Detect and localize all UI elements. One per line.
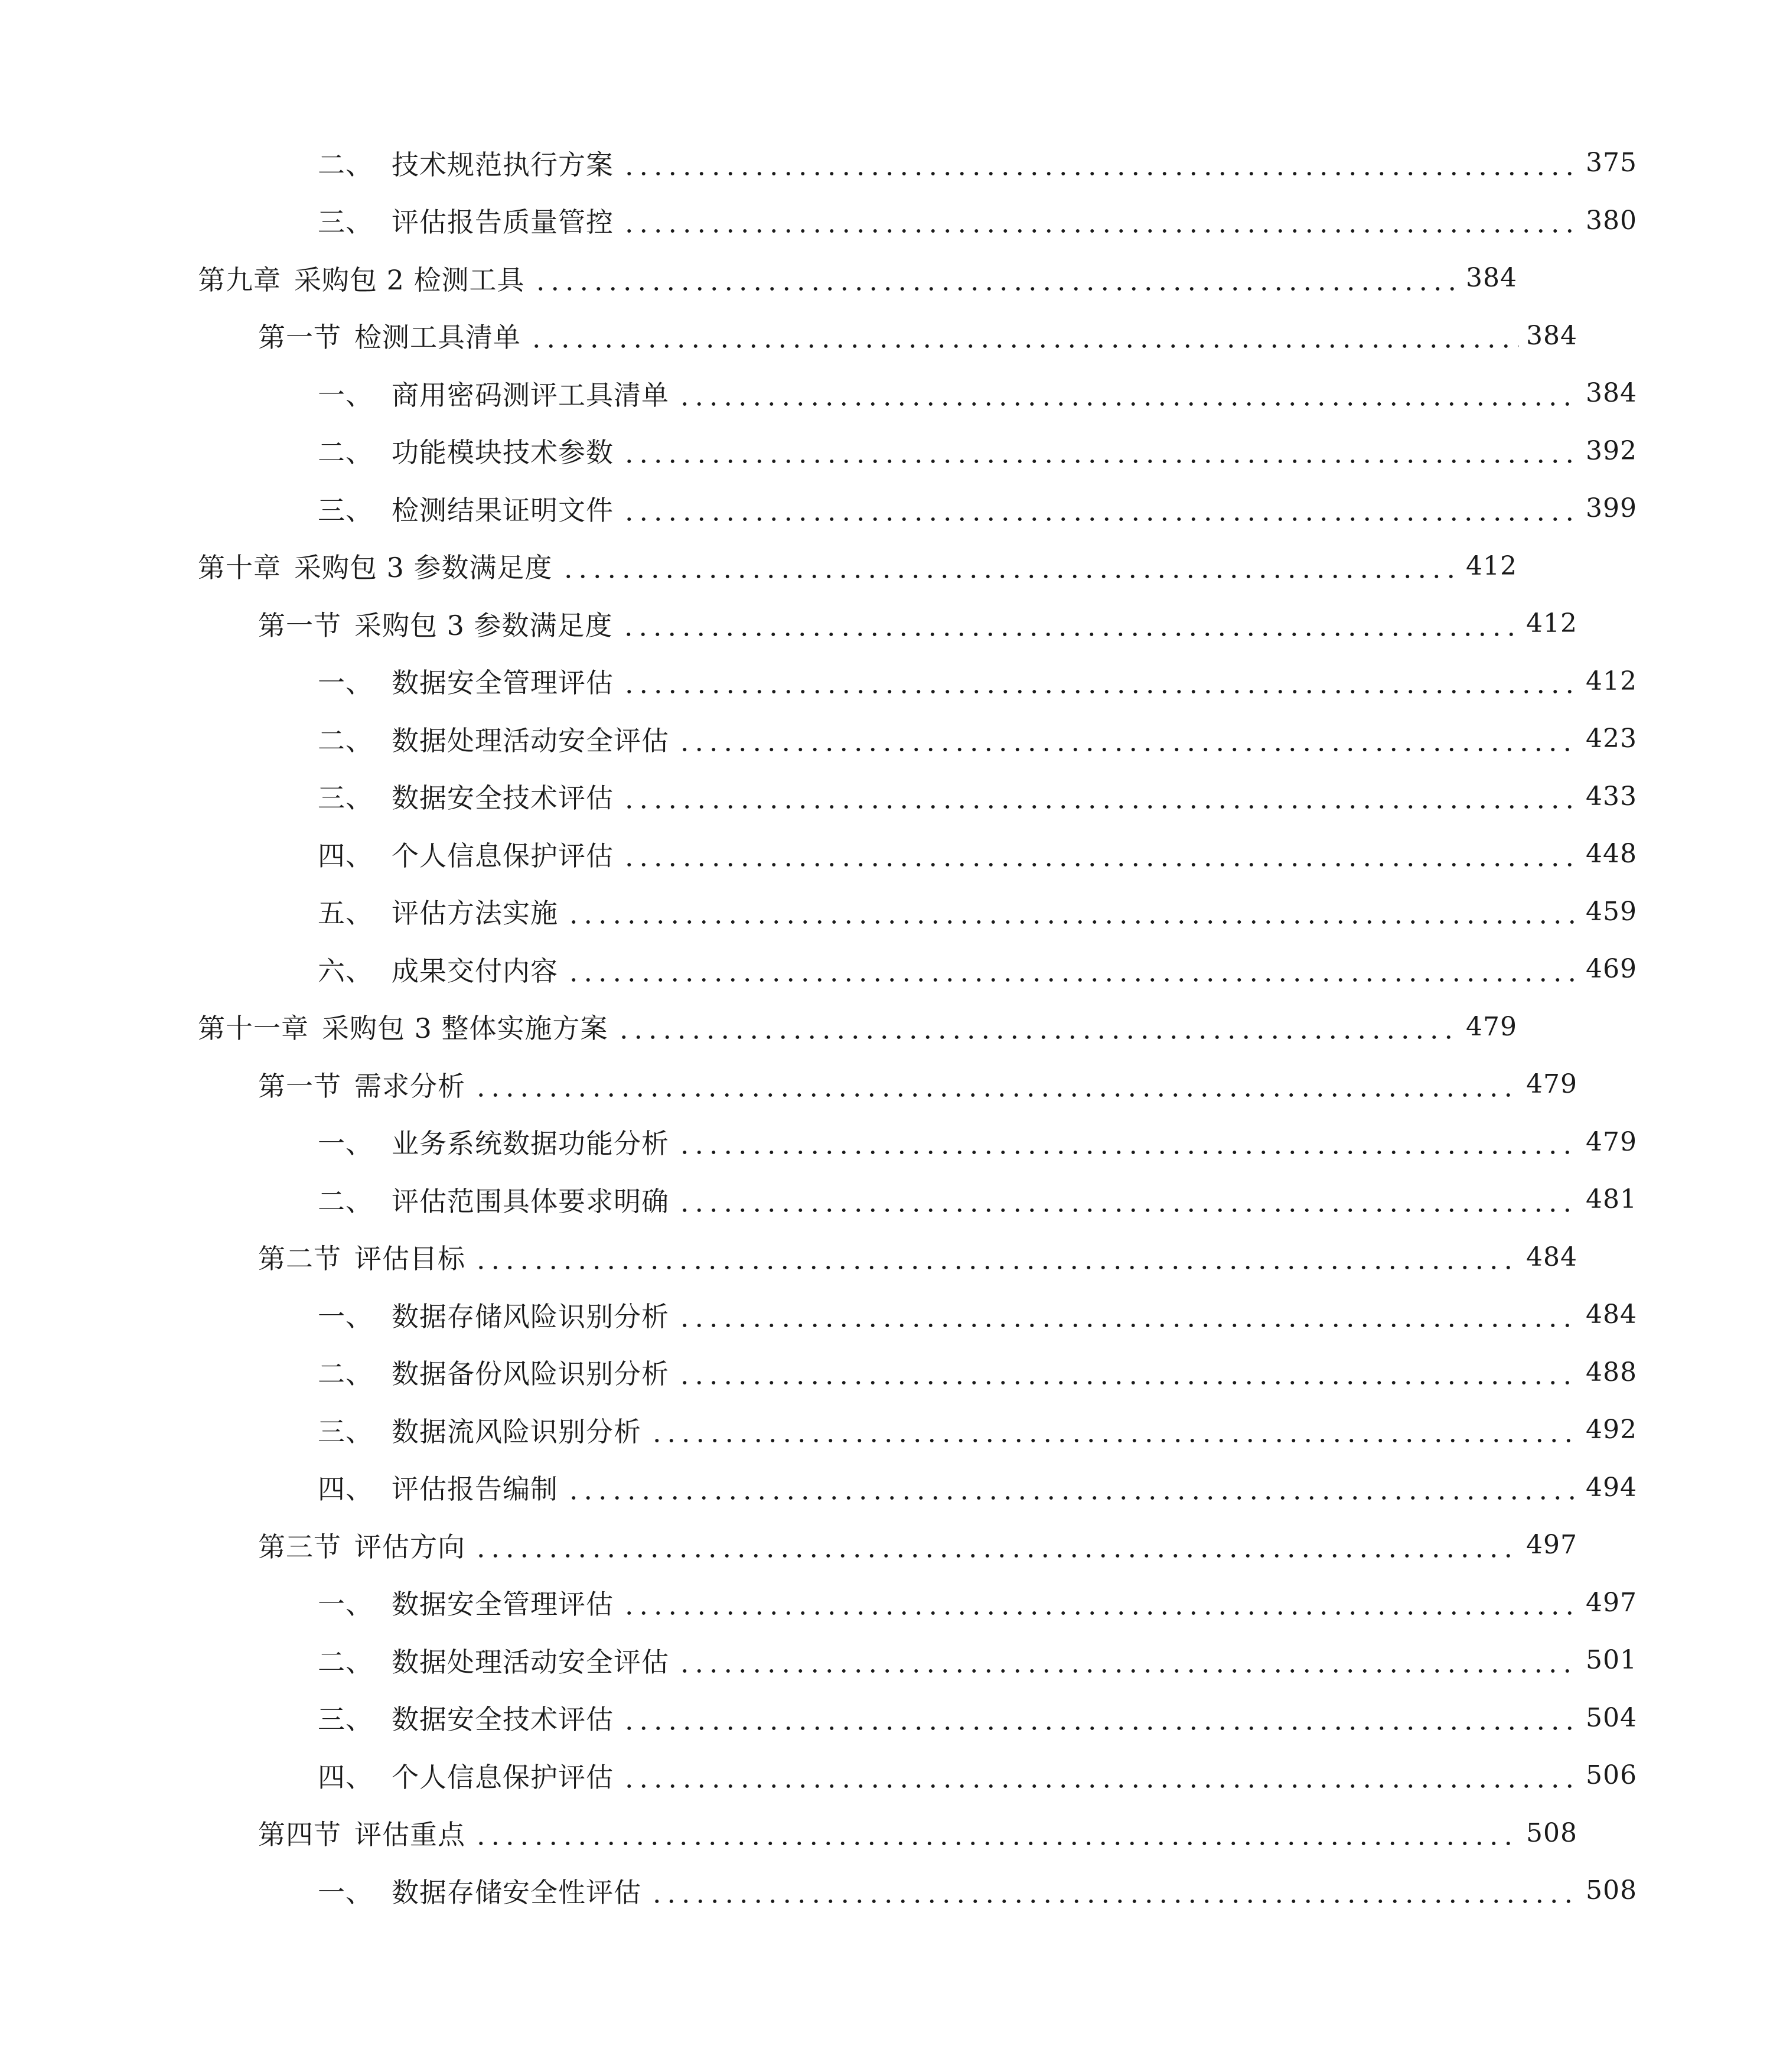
toc-dot-leader <box>650 1416 1579 1444</box>
toc-entry-title: 采购包 2 检测工具 <box>294 263 525 296</box>
toc-entry-14[interactable] <box>0 883 1783 941</box>
toc-entry-number: 第四节 <box>258 1819 341 1851</box>
toc-entry-31[interactable] <box>0 1862 1783 1920</box>
toc-entry-25[interactable] <box>0 1516 1723 1574</box>
toc-entry-title: 评估目标 <box>354 1243 465 1275</box>
toc-entry-title: 数据处理活动安全评估 <box>392 724 669 757</box>
toc-entry-title: 评估方向 <box>354 1530 465 1563</box>
toc-dot-leader <box>622 437 1579 464</box>
toc-page-number: 412 <box>1526 608 1577 639</box>
toc-page-number: 412 <box>1586 666 1637 696</box>
toc-page-number: 448 <box>1586 839 1637 869</box>
toc-entry-content <box>318 710 1637 768</box>
toc-entry-content <box>318 192 1637 250</box>
toc-dot-leader <box>677 1301 1579 1328</box>
toc-entry-title: 个人信息保护评估 <box>392 1761 614 1793</box>
toc-page-number: 384 <box>1466 263 1517 294</box>
toc-page-number: 497 <box>1586 1587 1637 1618</box>
toc-dot-leader <box>622 1704 1579 1731</box>
toc-entry-9[interactable] <box>0 595 1723 653</box>
toc-entry-content <box>258 1055 1577 1113</box>
toc-entry-8[interactable] <box>0 537 1663 595</box>
toc-entry-number: 第十一章 <box>198 1012 309 1045</box>
toc-page-number: 506 <box>1586 1760 1637 1791</box>
toc-entry-6[interactable] <box>0 422 1783 480</box>
toc-page-number: 384 <box>1586 378 1637 409</box>
toc-entry-title: 数据安全管理评估 <box>392 667 614 699</box>
toc-dot-leader <box>622 207 1579 234</box>
toc-entry-title: 评估报告质量管控 <box>392 206 614 239</box>
toc-entry-content <box>318 883 1637 941</box>
toc-dot-leader <box>566 956 1579 983</box>
toc-entry-number: 第一节 <box>258 1070 341 1102</box>
toc-entry-title: 业务系统数据功能分析 <box>392 1128 669 1160</box>
toc-dot-leader <box>474 1819 1519 1846</box>
toc-entry-number: 三、 <box>318 206 373 239</box>
toc-entry-number: 一、 <box>318 1300 373 1333</box>
toc-entry-title: 检测结果证明文件 <box>392 494 614 526</box>
toc-entry-13[interactable] <box>0 825 1783 883</box>
toc-dot-leader <box>677 1358 1579 1386</box>
toc-page-number: 479 <box>1586 1126 1637 1157</box>
toc-page-number: 469 <box>1586 954 1637 985</box>
toc-entry-content <box>318 1344 1637 1402</box>
toc-entry-number: 第九章 <box>198 263 281 296</box>
toc-entry-27[interactable] <box>0 1631 1783 1689</box>
toc-dot-leader <box>622 495 1579 522</box>
toc-page-number: 488 <box>1586 1357 1637 1387</box>
toc-entry-title: 评估重点 <box>354 1819 465 1851</box>
toc-entry-content <box>318 1459 1637 1517</box>
toc-page-number: 384 <box>1526 320 1577 351</box>
toc-entry-content <box>258 1804 1577 1862</box>
toc-entry-number: 一、 <box>318 379 373 411</box>
toc-dot-leader <box>677 725 1579 752</box>
toc-page-number: 504 <box>1586 1702 1637 1733</box>
toc-dot-leader <box>622 1762 1579 1789</box>
toc-entry-21[interactable] <box>0 1286 1783 1344</box>
toc-dot-leader <box>617 1013 1459 1040</box>
toc-entry-26[interactable] <box>0 1574 1783 1632</box>
toc-entry-title: 功能模块技术参数 <box>392 436 614 469</box>
toc-dot-leader <box>533 265 1459 292</box>
toc-entry-5[interactable] <box>0 364 1783 422</box>
toc-entry-title: 采购包 3 参数满足度 <box>294 552 553 584</box>
toc-dot-leader <box>677 380 1579 407</box>
toc-page-number: 497 <box>1526 1530 1577 1560</box>
toc-page-number: 479 <box>1466 1011 1517 1042</box>
toc-entry-12[interactable] <box>0 768 1783 826</box>
toc-dot-leader <box>622 149 1579 177</box>
toc-entry-2[interactable] <box>0 192 1783 250</box>
toc-entry-content <box>318 1631 1637 1689</box>
toc-entry-1[interactable] <box>0 134 1783 192</box>
toc-dot-leader <box>622 783 1579 810</box>
toc-dot-leader <box>621 610 1520 637</box>
toc-dot-leader <box>566 1474 1579 1501</box>
toc-entry-title: 数据安全技术评估 <box>392 782 614 815</box>
toc-entry-content <box>318 364 1637 422</box>
toc-entry-4[interactable] <box>0 307 1723 365</box>
toc-page-number: 501 <box>1586 1645 1637 1676</box>
toc-entry-content <box>318 825 1637 883</box>
toc-entry-title: 技术规范执行方案 <box>392 148 614 181</box>
toc-page-number: 433 <box>1586 781 1637 812</box>
toc-dot-leader <box>566 898 1579 925</box>
toc-entry-3[interactable] <box>0 249 1663 307</box>
toc-page-number: 399 <box>1586 493 1637 524</box>
toc-entry-content <box>198 249 1517 307</box>
toc-entry-number: 三、 <box>318 1703 373 1736</box>
toc-dot-leader <box>622 667 1579 695</box>
toc-entry-title: 成果交付内容 <box>392 954 558 987</box>
toc-entry-title: 数据备份风险识别分析 <box>392 1358 669 1390</box>
toc-entry-20[interactable] <box>0 1229 1723 1286</box>
toc-page-number: 423 <box>1586 724 1637 754</box>
toc-entry-content <box>258 1229 1577 1286</box>
toc-entry-content <box>318 768 1637 826</box>
toc-dot-leader <box>677 1128 1579 1155</box>
toc-page-number: 508 <box>1526 1817 1577 1848</box>
toc-entry-28[interactable] <box>0 1689 1783 1747</box>
toc-entry-content <box>258 307 1577 365</box>
toc-entry-number: 四、 <box>318 839 373 872</box>
toc-page-number: 481 <box>1586 1184 1637 1215</box>
toc-entry-content <box>318 1574 1637 1632</box>
toc-entry-content <box>258 595 1577 653</box>
toc-entry-content <box>318 1286 1637 1344</box>
toc-entry-content <box>318 1401 1637 1459</box>
toc-entry-11[interactable] <box>0 710 1783 768</box>
toc-entry-title: 数据安全管理评估 <box>392 1588 614 1621</box>
toc-entry-10[interactable] <box>0 653 1783 711</box>
toc-dot-leader <box>474 1071 1519 1098</box>
toc-dot-leader <box>622 1589 1579 1616</box>
toc-entry-content <box>318 940 1637 998</box>
toc-page-number: 412 <box>1466 550 1517 581</box>
toc-entry-number: 第三节 <box>258 1530 341 1563</box>
toc-entry-number: 第二节 <box>258 1243 341 1275</box>
toc-entry-number: 二、 <box>318 724 373 757</box>
toc-entry-title: 个人信息保护评估 <box>392 839 614 872</box>
toc-entry-17[interactable] <box>0 1055 1723 1113</box>
toc-page-number: 479 <box>1526 1069 1577 1100</box>
toc-entry-24[interactable] <box>0 1459 1783 1517</box>
toc-page-number: 508 <box>1586 1875 1637 1906</box>
toc-entry-7[interactable] <box>0 480 1783 537</box>
toc-entry-content <box>258 1516 1577 1574</box>
toc-page-number: 375 <box>1586 148 1637 178</box>
toc-entry-title: 采购包 3 整体实施方案 <box>322 1012 608 1045</box>
toc-entry-number: 第十章 <box>198 552 281 584</box>
toc-entry-number: 二、 <box>318 1358 373 1390</box>
toc-dot-leader <box>677 1186 1579 1213</box>
toc-dot-leader <box>650 1877 1579 1904</box>
toc-entry-number: 四、 <box>318 1473 373 1506</box>
toc-entry-number: 一、 <box>318 1876 373 1908</box>
toc-page-number: 392 <box>1586 435 1637 466</box>
toc-entry-title: 评估方法实施 <box>392 897 558 930</box>
toc-entry-number: 第一节 <box>258 609 341 641</box>
toc-entry-content <box>318 1171 1637 1229</box>
toc-page-number: 484 <box>1526 1242 1577 1272</box>
toc-entry-content <box>318 1747 1637 1804</box>
toc-entry-number: 三、 <box>318 1415 373 1448</box>
toc-entry-content <box>198 998 1517 1056</box>
toc-entry-title: 需求分析 <box>354 1070 465 1102</box>
toc-entry-title: 采购包 3 参数满足度 <box>354 609 613 641</box>
toc-entry-content <box>198 537 1517 595</box>
toc-entry-19[interactable] <box>0 1171 1783 1229</box>
toc-entry-22[interactable] <box>0 1344 1783 1402</box>
toc-dot-leader <box>622 840 1579 868</box>
toc-entry-content <box>318 422 1637 480</box>
toc-entry-number: 一、 <box>318 1588 373 1621</box>
toc-dot-leader <box>677 1647 1579 1674</box>
toc-entry-18[interactable] <box>0 1113 1783 1171</box>
toc-entry-title: 数据安全技术评估 <box>392 1703 614 1736</box>
toc-entry-number: 三、 <box>318 494 373 526</box>
toc-entry-title: 评估范围具体要求明确 <box>392 1185 669 1217</box>
toc-entry-content <box>318 480 1637 537</box>
toc-entry-number: 第一节 <box>258 321 341 354</box>
toc-page-number: 484 <box>1586 1299 1637 1330</box>
toc-dot-leader <box>561 552 1459 579</box>
toc-entry-number: 五、 <box>318 897 373 930</box>
toc-entry-number: 二、 <box>318 148 373 181</box>
toc-dot-leader <box>474 1243 1519 1270</box>
toc-entry-29[interactable] <box>0 1747 1783 1804</box>
toc-entry-number: 六、 <box>318 954 373 987</box>
toc-entry-content <box>318 653 1637 711</box>
toc-entry-content <box>318 1113 1637 1171</box>
toc-entry-16[interactable] <box>0 998 1663 1056</box>
toc-page-number: 492 <box>1586 1415 1637 1445</box>
toc-entry-title: 商用密码测评工具清单 <box>392 379 669 411</box>
toc-page-number: 494 <box>1586 1472 1637 1503</box>
toc-entry-number: 二、 <box>318 1185 373 1217</box>
toc-page-number: 459 <box>1586 896 1637 927</box>
toc-entry-30[interactable] <box>0 1804 1723 1862</box>
toc-entry-number: 一、 <box>318 667 373 699</box>
toc-entry-number: 一、 <box>318 1128 373 1160</box>
toc-entry-number: 二、 <box>318 436 373 469</box>
toc-entry-title: 数据存储风险识别分析 <box>392 1300 669 1333</box>
toc-entry-number: 二、 <box>318 1646 373 1678</box>
toc-entry-number: 三、 <box>318 782 373 815</box>
toc-entry-content <box>318 1862 1637 1920</box>
toc-dot-leader <box>474 1532 1519 1559</box>
toc-entry-title: 检测工具清单 <box>354 321 521 354</box>
toc-entry-title: 数据存储安全性评估 <box>392 1876 641 1908</box>
toc-entry-title: 数据流风险识别分析 <box>392 1415 641 1448</box>
toc-entry-title: 数据处理活动安全评估 <box>392 1646 669 1678</box>
toc-entry-15[interactable] <box>0 940 1783 998</box>
toc-page-number: 380 <box>1586 205 1637 236</box>
table-of-contents <box>0 134 1637 1920</box>
toc-entry-content <box>318 134 1637 192</box>
toc-entry-title: 评估报告编制 <box>392 1473 558 1506</box>
toc-entry-number: 四、 <box>318 1761 373 1793</box>
toc-entry-23[interactable] <box>0 1401 1783 1459</box>
toc-entry-content <box>318 1689 1637 1747</box>
toc-dot-leader <box>529 322 1519 349</box>
